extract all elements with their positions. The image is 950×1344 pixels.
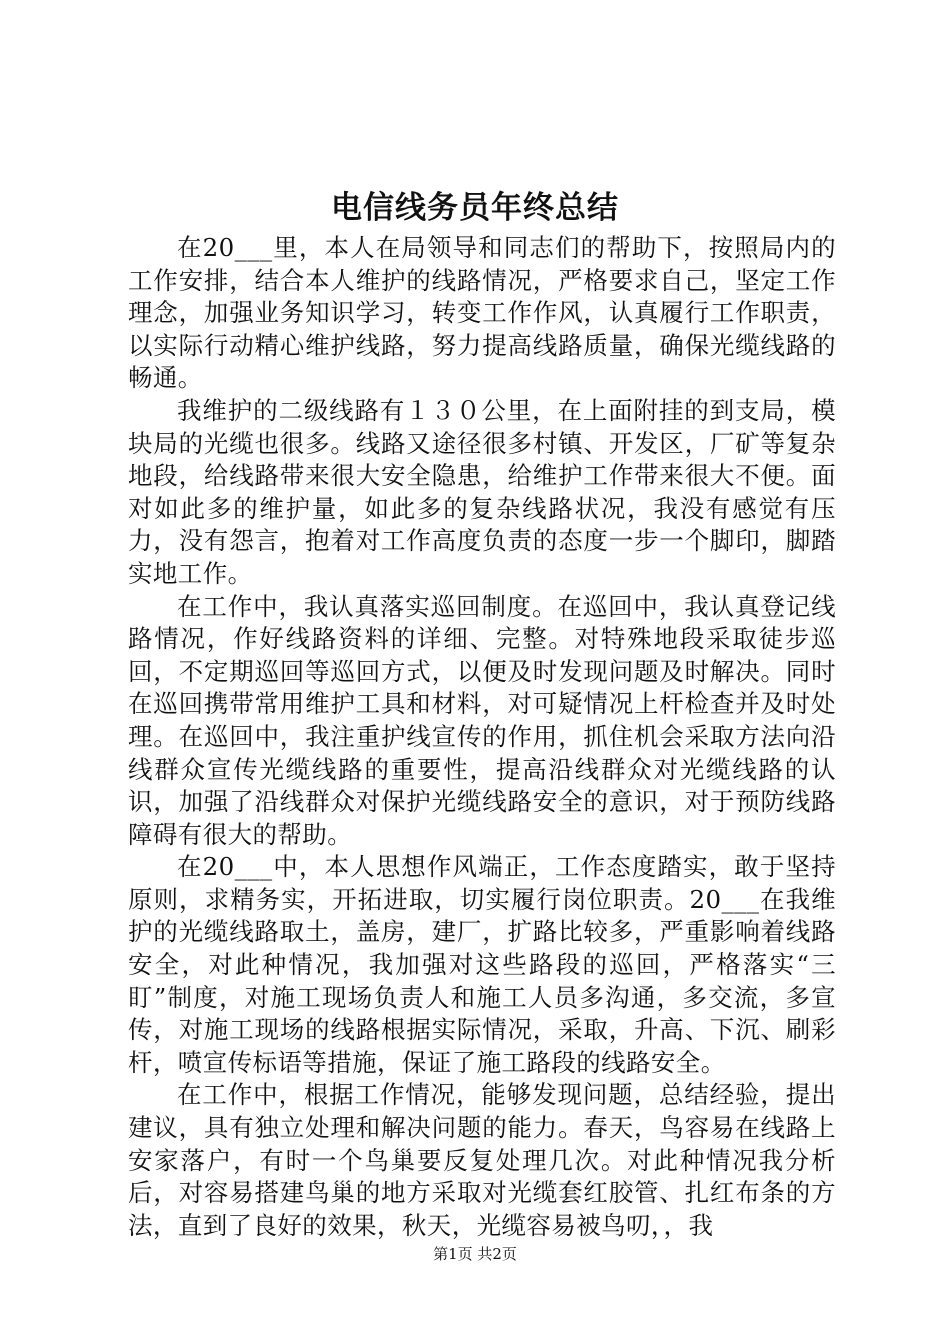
document-body (128, 232, 836, 1242)
document-title: 电信线务员年终总结 (331, 190, 619, 226)
page-footer: 第1页 共2页 (433, 1245, 517, 1263)
paragraph-1: 在20___里，本人在局领导和同志们的帮助下，按照局内的工作安排，结合本人维护的线路情况，严格要求自己，坚定工作理念，加强业务知识学习，转变工作作风，认真履行工作职责，以实际行动精心维护线路，努力提高线路质量，确保光缆线路的畅通。 (128, 233, 836, 393)
paragraph-3: 在工作中，我认真落实巡回制度。在巡回中，我认真登记线路情况，作好线路资料的详细、完整。对特殊地段采取徒步巡回，不定期巡回等巡回方式，以便及时发现问题及时解决。同时在巡回携带常用维护工具和材料，对可疑情况上杆检查并及时处理。在巡回中，我注重护线宣传的作用，抓住机会采取方法向沿线群众宣传光缆线路的重要性，提高沿线群众对光缆线路的认识，加强了沿线群众对保护光缆线路安全的意识，对于预防线路障碍有很大的帮助。 (128, 591, 836, 849)
paragraph-2: 我维护的二级线路有１３０公里，在上面附挂的到支局，模块局的光缆也很多。线路又途径很多村镇、开发区，厂矿等复杂地段，给线路带来很大安全隐患，给维护工作带来很大不便。面对如此多的维护量，如此多的复杂线路状况，我没有感觉有压力，没有怨言，抱着对工作高度负责的态度一步一个脚印，脚踏实地工作。 (128, 395, 836, 588)
paragraph-5: 在工作中，根据工作情况，能够发现问题，总结经验，提出建议，具有独立处理和解决问题的能力。春天，鸟容易在线路上安家落户，有时一个鸟巢要反复处理几次。对此种情况我分析后，对容易搭建鸟巢的地方采取对光缆套红胶管、扎红布条的方法，直到了良好的效果，秋天，光缆容易被鸟叨，，我 (128, 1080, 836, 1240)
paragraph-4: 在20___中，本人思想作风端正，工作态度踏实，敢于坚持原则，求精务实，开拓进取，切实履行岗位职责。20___在我维护的光缆线路取土，盖房，建厂，扩路比较多，严重影响着线路安全，对此种情况，我加强对这些路段的巡回，严格落实“三盯”制度，对施工现场负责人和施工人员多沟通，多交流，多宣传，对施工现场的线路根据实际情况，采取，升高、下沉、刷彩杆，喷宣传标语等措施，保证了施工路段的线路安全。 (128, 852, 836, 1077)
